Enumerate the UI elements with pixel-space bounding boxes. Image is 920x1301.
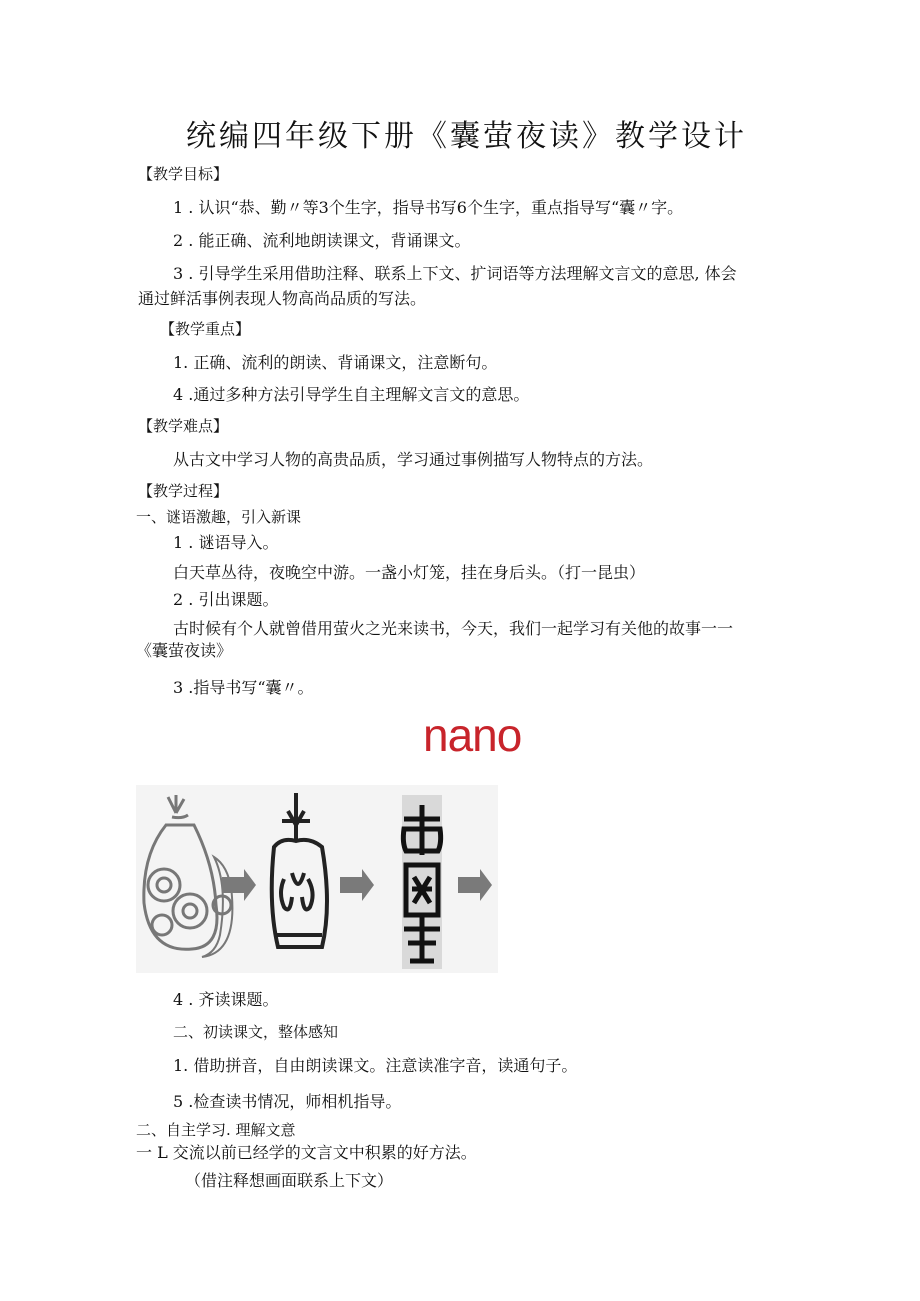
difficulty-heading: 【教学难点】	[138, 417, 229, 435]
process-heading: 【教学过程】	[138, 482, 229, 500]
part1-title: 一、谜语激趣，引入新课	[136, 508, 302, 526]
goals-heading: 【教学目标】	[138, 165, 229, 183]
document-title: 统编四年级下册《囊萤夜读》教学设计	[186, 119, 747, 154]
goal-item: 3 . 引导学生采用借助注释、联系上下文、扩词语等方法理解文言文的意思, 体会	[173, 264, 737, 283]
goal-item: 1 . 认识“恭、勤〃等3个生字，指导书写6个生字，重点指导写“囊〃字。	[173, 198, 684, 217]
process-step: 1. 借助拼音，自由朗读课文。注意读准字音，读通句子。	[173, 1056, 578, 1075]
goal-item: 2 . 能正确、流利地朗读课文，背诵课文。	[173, 231, 471, 250]
riddle-text: 白天草丛待，夜晚空中游。一盏小灯笼，挂在身后头。（打一昆虫）	[173, 563, 646, 582]
process-step: 5 .检查读书情况，师相机指导。	[173, 1092, 402, 1111]
process-step: 2 . 引出课题。	[173, 590, 279, 609]
process-step: 1 . 谜语导入。	[173, 533, 279, 552]
character-evolution-figure	[136, 785, 498, 973]
part2-title: 二、初读课文，整体感知	[173, 1023, 339, 1041]
process-step: 4 . 齐读课题。	[173, 990, 279, 1009]
intro-text: 古时候有个人就曾借用萤火之光来读书，今天，我们一起学习有关他的故事一一	[173, 619, 734, 638]
part3-title: 二、自主学习. 理解文意	[136, 1121, 296, 1139]
key-points-heading: 【教学重点】	[160, 320, 251, 338]
key-point-item: 1. 正确、流利的朗读、背诵课文，注意断句。	[173, 353, 498, 372]
goal-item-continued: 通过鲜活事例表现人物高尚品质的写法。	[138, 289, 427, 308]
key-point-item: 4 .通过多种方法引导学生自主理解文言文的意思。	[173, 385, 530, 404]
process-step: 3 .指导书写“囊〃。	[173, 678, 314, 697]
process-step: 一 L 交流以前已经学的文言文中积累的好方法。	[136, 1143, 477, 1162]
intro-text-continued: 《囊萤夜读》	[136, 641, 233, 660]
pinyin-label: nano	[423, 709, 522, 761]
methods-text: （借注释想画面联系上下文）	[185, 1171, 394, 1190]
difficulty-text: 从古文中学习人物的高贵品质，学习通过事例描写人物特点的方法。	[173, 450, 654, 469]
